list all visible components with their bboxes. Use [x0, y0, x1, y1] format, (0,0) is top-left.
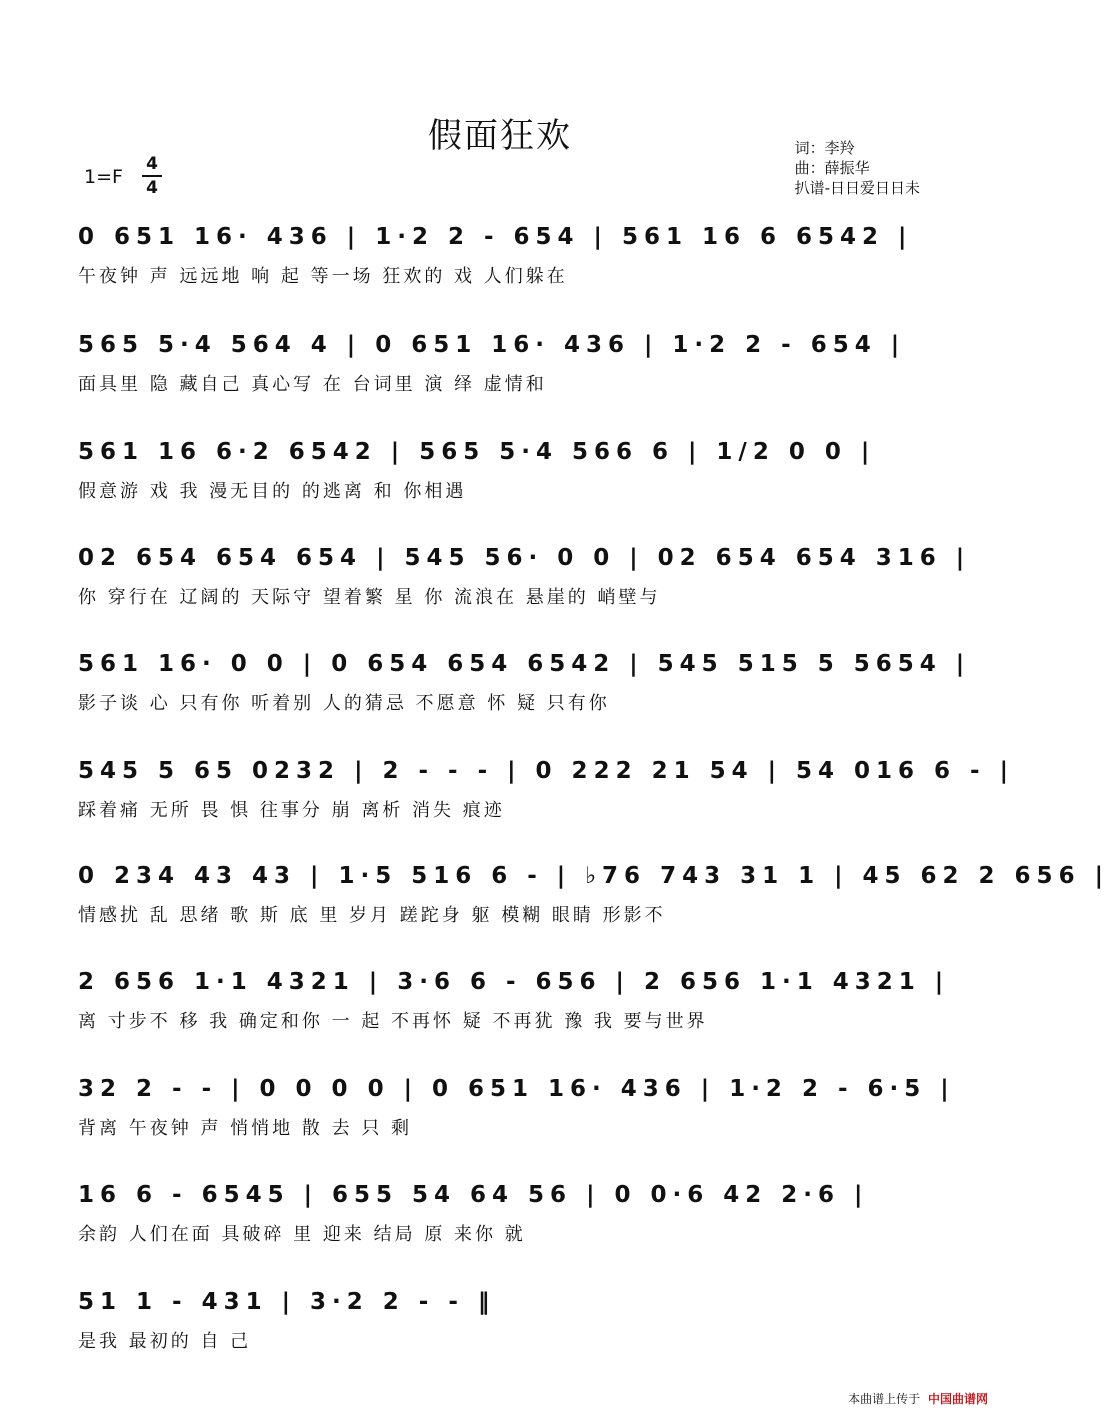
lyricist: 词：李羚	[794, 139, 855, 157]
meter-bar	[142, 175, 162, 177]
lyric-row: 你 穿行在 辽阔的 天际守 望着繁 星 你 流浪在 悬崖的 峭壁与	[78, 587, 661, 608]
site-logo: 中国曲谱网	[927, 1392, 988, 1406]
note-row: 565 5·4 564 4 | 0 651 16· 436 | 1·2 2 - 654 |	[78, 332, 906, 358]
transcriber: 扒谱-日日爱日日未	[794, 179, 920, 197]
lyric-row: 假意游 戏 我 漫无目的 的逃离 和 你相遇	[78, 481, 467, 502]
lyric-row: 背离 午夜钟 声 悄悄地 散 去 只 剩	[78, 1118, 413, 1139]
note-row: 16 6 - 6545 | 655 54 64 56 | 0 0·6 42 2·6 |	[78, 1182, 869, 1208]
staff-line	[78, 1287, 928, 1351]
note-row: 51 1 - 431 | 3·2 2 - - ‖	[78, 1289, 496, 1315]
staff-line	[78, 649, 971, 714]
staff-line	[78, 1074, 955, 1139]
staff-line	[78, 437, 928, 501]
lyric-row: 离 寸步不 移 我 确定和你 一 起 不再怀 疑 不再犹 豫 我 要与世界	[78, 1011, 708, 1032]
note-row: 32 2 - - | 0 0 0 0 | 0 651 16· 436 | 1·2 2 - 6·5 |	[78, 1076, 955, 1102]
note-row: 02 654 654 654 | 545 56· 0 0 | 02 654 654 316 |	[78, 545, 971, 571]
lyric-row: 余韵 人们在面 具破碎 里 迎来 结局 原 来你 就	[78, 1224, 526, 1245]
credits	[795, 138, 920, 198]
staff-line	[78, 1180, 928, 1244]
staff-line	[78, 222, 928, 286]
meter-top: 4	[146, 154, 158, 174]
staff-line	[78, 756, 1015, 821]
time-signature	[140, 154, 164, 198]
composer: 曲：薛振华	[794, 159, 870, 177]
song-title: 假面狂欢	[428, 116, 572, 156]
note-row: 561 16 6·2 6542 | 565 5·4 566 6 | 1/2 0 0 |	[78, 439, 876, 465]
lyric-row: 面具里 隐 藏自己 真心写 在 台词里 演 绎 虚情和	[78, 374, 547, 395]
note-row: 561 16· 0 0 | 0 654 654 6542 | 545 515 5 5654 |	[78, 651, 971, 677]
meter-bottom: 4	[146, 178, 158, 198]
lyric-row: 午夜钟 声 远远地 响 起 等一场 狂欢的 戏 人们躲在	[78, 266, 568, 287]
note-row: 2 656 1·1 4321 | 3·6 6 - 656 | 2 656 1·1 4321 |	[78, 969, 950, 995]
key-signature: 1=F	[84, 166, 123, 188]
note-row: 545 5 65 0232 | 2 - - - | 0 222 21 54 | 54 016 6 - |	[78, 758, 1015, 784]
lyric-row: 情感扰 乱 思绪 歌 斯 底 里 岁月 蹉跎身 躯 模糊 眼睛 形影不	[78, 905, 666, 926]
staff-line	[78, 967, 950, 1032]
note-row: 0 651 16· 436 | 1·2 2 - 654 | 561 16 6 6542 |	[78, 224, 913, 250]
lyric-row: 是我 最初的 自 己	[78, 1331, 252, 1352]
lyric-row: 踩着痛 无所 畏 惧 往事分 崩 离析 消失 痕迹	[78, 800, 505, 821]
footer-text: 本曲谱上传于	[848, 1392, 921, 1406]
staff-line	[78, 861, 1109, 926]
lyric-row: 影子谈 心 只有你 听着别 人的猜忌 不愿意 怀 疑 只有你	[78, 693, 610, 714]
staff-line	[78, 543, 971, 608]
note-row: 0 234 43 43 | 1·5 516 6 - | ♭76 743 31 1 | 45 62 2 656 |	[78, 863, 1109, 889]
footer	[848, 1390, 988, 1407]
staff-line	[78, 330, 928, 394]
